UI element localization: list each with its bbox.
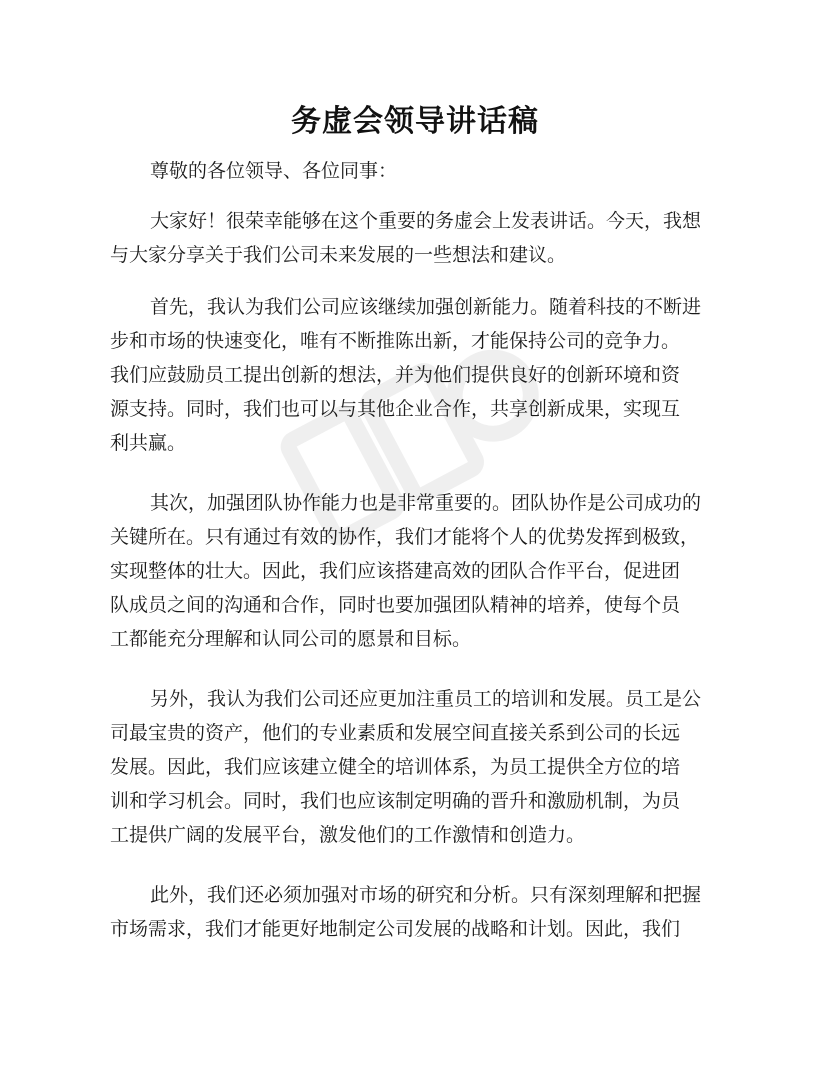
- paragraph-5-line-2: 市场需求，我们才能更好地制定公司发展的战略和计划。因此，我们: [110, 918, 681, 940]
- paragraph-2-line-4: 源支持。同时，我们也可以与其他企业合作，共享创新成果，实现互: [110, 398, 681, 420]
- paragraph-4-line-4: 训和学习机会。同时，我们也应该制定明确的晋升和激励机制，为员: [110, 790, 681, 812]
- paragraph-1-line-2: 与大家分享关于我们公司未来发展的一些想法和建议。: [110, 244, 567, 266]
- paragraph-4-line-3: 发展。因此，我们应该建立健全的培训体系，为员工提供全方位的培: [110, 756, 681, 778]
- paragraph-3-line-2: 关键所在。只有通过有效的协作，我们才能将个人的优势发挥到极致，: [110, 526, 700, 548]
- paragraph-5-line-1: 此外，我们还必须加强对市场的研究和分析。只有深刻理解和把握: [150, 884, 702, 906]
- greeting-line: 尊敬的各位领导、各位同事：: [150, 160, 398, 182]
- paragraph-2-line-3: 我们应鼓励员工提出创新的想法，并为他们提供良好的创新环境和资: [110, 364, 681, 386]
- paragraph-3-line-3: 实现整体的壮大。因此，我们应该搭建高效的团队合作平台，促进团: [110, 560, 681, 582]
- paragraph-3-line-1: 其次，加强团队协作能力也是非常重要的。团队协作是公司成功的: [150, 492, 702, 514]
- paragraph-3-line-5: 工都能充分理解和认同公司的愿景和目标。: [110, 628, 472, 650]
- paragraph-2-line-5: 利共赢。: [110, 432, 187, 454]
- paragraph-2-line-2: 步和市场的快速变化，唯有不断推陈出新，才能保持公司的竞争力。: [110, 330, 681, 352]
- paragraph-4-line-5: 工提供广阔的发展平台，激发他们的工作激情和创造力。: [110, 824, 586, 846]
- paragraph-4-line-2: 司最宝贵的资产，他们的专业素质和发展空间直接关系到公司的长远: [110, 722, 681, 744]
- paragraph-1-line-1: 大家好！很荣幸能够在这个重要的务虚会上发表讲话。今天，我想: [150, 210, 702, 232]
- paragraph-3-line-4: 队成员之间的沟通和合作，同时也要加强团队精神的培养，使每个员: [110, 594, 681, 616]
- paragraph-2-line-1: 首先，我认为我们公司应该继续加强创新能力。随着科技的不断进: [150, 296, 702, 318]
- paragraph-4-line-1: 另外，我认为我们公司还应更加注重员工的培训和发展。员工是公: [150, 688, 702, 710]
- page-title: 务虚会领导讲话稿: [291, 104, 539, 139]
